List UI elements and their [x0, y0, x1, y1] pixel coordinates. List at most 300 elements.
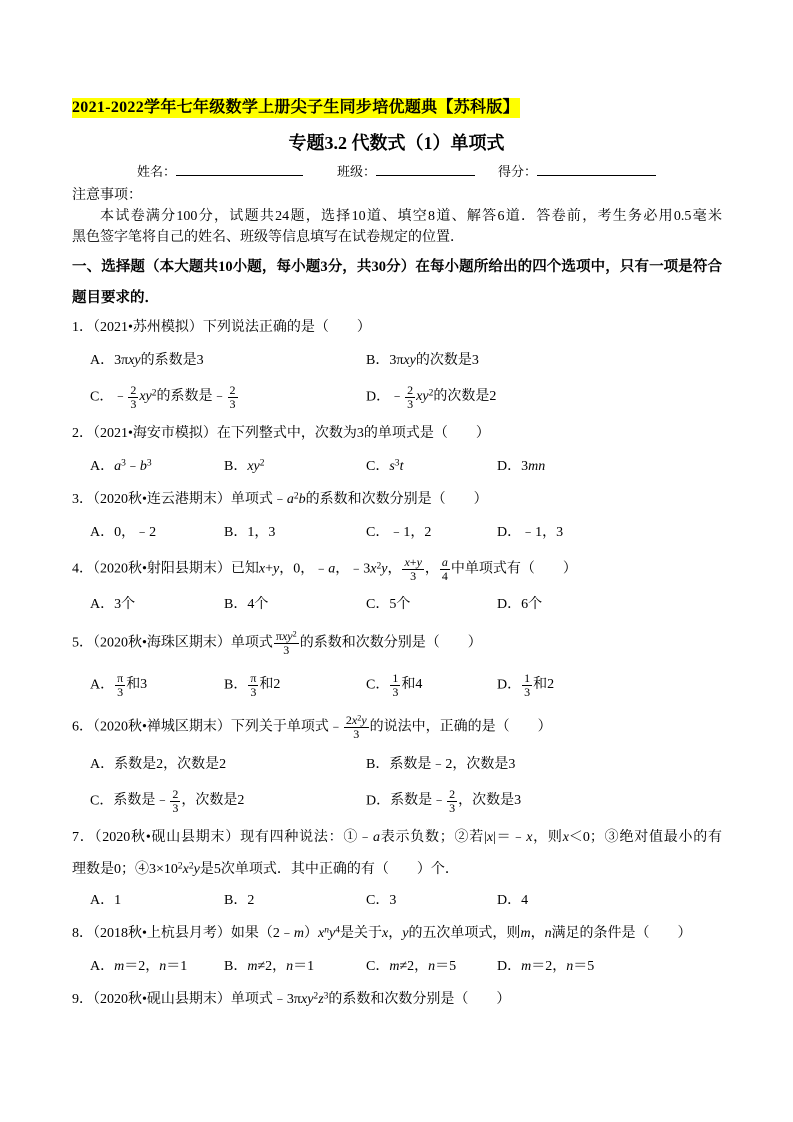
option-b — [224, 458, 366, 476]
option-b — [224, 596, 366, 614]
option-text — [114, 757, 226, 772]
option-b — [224, 892, 366, 910]
question-stem-line — [72, 425, 722, 443]
text-run: 理数是0；④3×10 — [72, 862, 178, 877]
text-run: ，﹣3 — [335, 561, 371, 577]
option-text — [114, 670, 148, 699]
math-variable: x — [318, 926, 325, 941]
text-run: ＝2， — [124, 959, 160, 974]
text-run: 和3 — [126, 677, 148, 693]
fraction — [128, 384, 138, 411]
options-row — [72, 517, 722, 549]
option-label: C． — [366, 959, 390, 974]
question-8 — [72, 917, 722, 983]
fraction — [228, 384, 238, 411]
fraction-numerator — [115, 672, 125, 685]
option-label: B． — [224, 893, 248, 908]
question-number: 9． — [72, 992, 93, 1007]
option-label: D． — [497, 459, 522, 474]
page-content — [72, 98, 722, 1017]
text-run: 4个 — [247, 597, 269, 612]
superscript: 2 — [292, 628, 297, 638]
fraction-numerator — [274, 630, 299, 643]
fraction-numerator — [228, 384, 238, 397]
fraction-denominator — [274, 643, 299, 657]
superscript: n — [324, 925, 330, 936]
text-run: 的系数是﹣ — [156, 389, 227, 405]
header-row — [72, 98, 722, 118]
option-text — [113, 786, 245, 815]
math-variable: x — [182, 862, 189, 877]
superscript: 2 — [188, 861, 194, 872]
option-label: B． — [366, 353, 390, 368]
text-run: 和2 — [259, 677, 281, 693]
question-number: 7． — [72, 830, 95, 845]
text-run: ﹣ — [113, 389, 128, 405]
text-run: 的系数和次数分别是（ ） — [305, 492, 488, 507]
text-run: 现有四种说法：①﹣ — [240, 830, 373, 845]
fraction-denominator — [128, 397, 138, 411]
text-run: 3 — [283, 642, 290, 657]
page-title: 专题3.2 代数式（1）单项式 — [288, 133, 505, 153]
question-stem-row — [72, 417, 722, 451]
text-run: ，0，﹣ — [279, 561, 329, 577]
math-variable: x — [351, 712, 358, 727]
text-run: 已知 — [230, 561, 259, 577]
math-variable: x — [404, 554, 410, 569]
fraction-numerator — [440, 556, 450, 569]
text-run: 的说法中，正确的是（ ） — [369, 719, 552, 735]
option-text — [247, 525, 275, 540]
question-stem-row — [72, 621, 722, 665]
text-run: 3 — [449, 800, 456, 815]
name-label: 姓名： — [136, 163, 176, 179]
fraction — [170, 788, 180, 815]
question-stem-row — [72, 917, 722, 951]
options-grid — [72, 892, 722, 910]
question-7 — [72, 821, 722, 917]
options-grid — [72, 352, 722, 370]
question-stem-line — [72, 714, 722, 741]
math-variable: x — [486, 830, 494, 845]
superscript: 2 — [177, 861, 183, 872]
question-source: （2020秋•禅城区期末） — [93, 719, 231, 735]
math-variable: x — [562, 830, 569, 845]
text-run: 3π — [114, 353, 129, 368]
math-variable: y — [329, 926, 336, 941]
option-label: D． — [497, 597, 522, 612]
option-d — [497, 524, 722, 542]
text-run: 3 — [130, 396, 137, 411]
text-run: π — [275, 628, 282, 643]
text-run: 如果（2﹣ — [230, 926, 294, 941]
option-text — [247, 670, 281, 699]
option-label: C． — [366, 525, 390, 540]
text-run: 和4 — [401, 677, 423, 693]
math-variable: a — [328, 561, 336, 577]
fraction-denominator — [402, 569, 423, 583]
question-number: 2． — [72, 426, 93, 441]
text-run: + — [265, 561, 274, 577]
math-variable: n — [566, 959, 574, 974]
question-stem-line — [72, 491, 722, 509]
option-label: B． — [224, 459, 248, 474]
math-variable: xy — [247, 459, 260, 474]
question-stem-line — [72, 925, 722, 943]
text-run: 5个 — [389, 597, 411, 612]
name-blank — [176, 162, 303, 176]
text-run: 3 — [250, 684, 257, 699]
question-stem-row — [72, 983, 722, 1017]
score-blank — [537, 162, 656, 176]
superscript: 3 — [323, 991, 329, 1002]
option-a — [90, 892, 224, 910]
text-run: ≠2， — [399, 959, 429, 974]
option-label: C． — [90, 389, 114, 405]
text-run: 3 — [521, 459, 529, 474]
math-variable: y — [361, 712, 367, 727]
text-run: 满足的条件是（ ） — [551, 926, 692, 941]
question-source: （2018秋•上杭县月考） — [93, 926, 231, 941]
text-run: 的系数是3 — [140, 353, 204, 368]
text-run: 3 — [353, 726, 360, 741]
fraction-denominator — [248, 685, 258, 699]
text-run: π — [250, 670, 257, 685]
name-field — [137, 161, 303, 180]
text-run: 6个 — [521, 597, 543, 612]
options-row — [72, 377, 722, 417]
question-stem-line — [72, 991, 722, 1009]
question-3 — [72, 483, 722, 549]
math-variable: n — [286, 959, 294, 974]
text-run: 的次数是2 — [433, 389, 497, 405]
math-variable: y — [416, 554, 422, 569]
section-heading-line: 题目要求的． — [72, 290, 159, 306]
question-2 — [72, 417, 722, 483]
question-source: （2020秋•海珠区期末） — [93, 635, 231, 651]
section-heading-line: 一、选择题（本大题共10小题，每小题3分，共30分）在每小题所给出的四个选项中，只有一项是符合 — [72, 258, 722, 275]
option-d — [366, 788, 722, 815]
math-variable: y — [193, 862, 200, 877]
option-text — [114, 459, 152, 474]
fraction-numerator — [344, 714, 369, 727]
option-text — [521, 459, 545, 474]
text-run: ＝1 — [293, 959, 315, 974]
option-label: A． — [90, 757, 115, 772]
option-text — [389, 459, 403, 474]
fraction-numerator — [405, 384, 415, 397]
text-run: 单项式﹣ — [230, 492, 287, 507]
question-stem-row — [72, 311, 722, 345]
math-variable: m — [520, 926, 531, 941]
option-text — [114, 959, 187, 974]
fraction-denominator — [170, 801, 180, 815]
text-run: 1 — [114, 893, 122, 908]
text-run: 1 — [392, 670, 399, 685]
fraction-denominator — [390, 685, 400, 699]
text-run: 的五次单项式，则 — [408, 926, 521, 941]
text-run: 3 — [407, 396, 414, 411]
text-run: ，则 — [532, 830, 563, 845]
question-source: （2021•苏州模拟） — [93, 320, 203, 335]
option-text — [114, 893, 121, 908]
fraction-numerator — [248, 672, 258, 685]
option-text — [247, 959, 314, 974]
text-run: ， — [530, 926, 545, 941]
option-c — [366, 672, 497, 699]
options-grid — [72, 958, 722, 976]
options-grid — [72, 458, 722, 476]
math-variable: a — [372, 830, 380, 845]
fraction-denominator — [228, 397, 238, 411]
text-run: 3 — [229, 396, 236, 411]
math-variable: x — [370, 561, 377, 577]
text-run: 中单项式有（ ） — [450, 561, 577, 577]
question-6 — [72, 705, 722, 821]
text-run: ＝1 — [166, 959, 188, 974]
option-a — [90, 596, 224, 614]
fraction — [115, 672, 125, 699]
option-label: B． — [224, 677, 248, 693]
option-label: B． — [224, 959, 248, 974]
math-variable: n — [428, 959, 436, 974]
superscript: 3 — [121, 458, 126, 469]
fraction-numerator — [402, 556, 423, 569]
text-run: ，次数是2 — [181, 793, 245, 809]
score-field — [498, 161, 656, 180]
option-label: D． — [497, 677, 522, 693]
text-run: + — [409, 554, 417, 569]
question-1 — [72, 311, 722, 417]
superscript: 2 — [151, 388, 157, 399]
superscript: 2 — [376, 560, 382, 571]
superscript: 3 — [146, 458, 152, 469]
option-label: A． — [90, 959, 115, 974]
question-stem-line — [72, 829, 722, 847]
option-label: A． — [90, 677, 115, 693]
option-a — [90, 958, 224, 976]
option-c — [366, 524, 497, 542]
question-number: 1． — [72, 320, 93, 335]
notice-heading: 注意事项： — [72, 188, 142, 203]
option-label: D． — [497, 525, 522, 540]
text-run: ﹣ — [125, 459, 140, 474]
math-variable: x — [526, 830, 533, 845]
math-variable: m — [389, 959, 400, 974]
option-text — [389, 893, 396, 908]
option-a — [90, 352, 366, 370]
text-run: 2 — [172, 786, 179, 801]
text-run: ， — [387, 561, 402, 577]
math-variable: m — [114, 959, 125, 974]
option-label: C． — [366, 893, 390, 908]
text-run: 3π — [389, 353, 404, 368]
option-text — [389, 597, 410, 612]
header-banner: 2021-2022学年七年级数学上册尖子生同步培优题典【苏科版】 — [72, 99, 519, 116]
fraction — [274, 630, 299, 657]
text-run: π — [117, 670, 124, 685]
option-text — [521, 670, 555, 699]
options-row — [72, 665, 722, 705]
math-variable: m — [293, 926, 305, 941]
superscript: 3 — [394, 458, 400, 469]
class-field — [337, 161, 475, 180]
math-variable: a — [114, 459, 122, 474]
option-c — [366, 892, 497, 910]
question-source: （2020秋•砚山县期末） — [93, 992, 231, 1007]
fraction-numerator — [170, 788, 180, 801]
question-stem-row — [72, 821, 722, 855]
math-variable: t — [399, 459, 404, 474]
option-label: B． — [366, 757, 390, 772]
options-row — [72, 589, 722, 621]
text-run: |＝﹣ — [493, 830, 527, 845]
options-row — [72, 781, 722, 821]
option-label: C． — [366, 677, 390, 693]
text-run: ﹣1，3 — [521, 525, 564, 540]
option-a — [90, 672, 224, 699]
student-info-row — [0, 154, 793, 186]
math-variable: x — [258, 561, 266, 577]
question-source: （2020秋•射阳县期末） — [93, 561, 231, 577]
option-text — [114, 597, 135, 612]
options-grid — [72, 524, 722, 542]
math-variable: m — [247, 959, 258, 974]
text-run: ， — [388, 926, 403, 941]
math-variable: z — [318, 992, 324, 1007]
fraction-numerator — [128, 384, 138, 397]
math-variable: mn — [528, 459, 546, 474]
text-run: 2 — [407, 382, 414, 397]
text-run: 1 — [524, 670, 531, 685]
fraction-denominator — [522, 685, 532, 699]
option-text — [247, 459, 264, 474]
math-variable: xy — [416, 389, 429, 405]
superscript: 2 — [357, 712, 362, 722]
options-row — [72, 885, 722, 917]
question-number: 4． — [72, 561, 93, 577]
superscript: 2 — [428, 388, 434, 399]
text-run: 3 — [172, 800, 179, 815]
options-grid — [72, 596, 722, 614]
notice-line: 本试卷满分100分，试题共24题，选择10道、填空8道、解答6道．答卷前，考生务必用0.5毫米 — [100, 209, 722, 224]
option-text — [389, 525, 431, 540]
option-text — [390, 786, 522, 815]
option-label: B． — [224, 525, 248, 540]
text-run: 下列说法正确的是（ ） — [202, 320, 371, 335]
option-d — [497, 958, 722, 976]
math-variable: xy — [128, 353, 141, 368]
option-b — [366, 756, 722, 774]
math-variable: m — [521, 959, 532, 974]
text-run: 单项式﹣3π — [230, 992, 301, 1007]
option-text — [389, 959, 456, 974]
option-d — [366, 384, 722, 411]
option-c — [90, 788, 366, 815]
option-text — [113, 382, 238, 411]
option-a — [90, 524, 224, 542]
fraction-numerator — [447, 788, 457, 801]
text-run: 的系数和次数分别是（ ） — [299, 635, 482, 651]
section-heading-row — [72, 282, 722, 311]
question-list — [72, 311, 722, 1017]
math-variable: xy — [281, 628, 293, 643]
question-number: 3． — [72, 492, 93, 507]
question-9 — [72, 983, 722, 1017]
math-variable: xy — [139, 389, 152, 405]
options-grid — [72, 384, 722, 411]
option-text — [114, 353, 204, 368]
option-text — [389, 353, 479, 368]
text-run: 4 — [441, 568, 448, 583]
question-source: （2021•海安市模拟） — [93, 426, 217, 441]
question-source: （2020秋•连云港期末） — [93, 492, 231, 507]
text-run: 0，﹣2 — [114, 525, 157, 540]
class-label: 班级： — [336, 163, 376, 179]
math-variable: x — [382, 926, 389, 941]
options-row — [72, 345, 722, 377]
option-d — [497, 596, 722, 614]
math-variable: xy — [300, 992, 314, 1007]
option-c — [366, 958, 497, 976]
question-stem-line — [72, 556, 722, 583]
options-grid — [72, 756, 722, 774]
option-text — [247, 893, 254, 908]
question-number: 5． — [72, 635, 93, 651]
math-variable: y — [381, 561, 388, 577]
question-5 — [72, 621, 722, 705]
superscript: 2 — [313, 991, 319, 1002]
text-run: ＝5 — [573, 959, 595, 974]
option-label: D． — [497, 893, 522, 908]
question-stem-line — [72, 861, 722, 879]
math-variable: xy — [403, 353, 416, 368]
text-run: 表示负数；②若| — [379, 830, 487, 845]
option-label: D． — [497, 959, 522, 974]
math-variable: b — [298, 492, 306, 507]
text-run: 是关于 — [340, 926, 382, 941]
text-run: 3 — [389, 893, 397, 908]
superscript: 4 — [335, 925, 340, 936]
fraction-numerator — [390, 672, 400, 685]
options-row — [72, 451, 722, 483]
option-label: A． — [90, 597, 115, 612]
option-text — [114, 525, 156, 540]
text-run: 2 — [345, 712, 352, 727]
fraction — [248, 672, 258, 699]
option-label: A． — [90, 459, 115, 474]
option-a — [90, 756, 366, 774]
option-text — [521, 893, 528, 908]
fraction-denominator — [344, 727, 369, 741]
text-run: ， — [424, 561, 439, 577]
text-run: 4 — [521, 893, 529, 908]
text-run: 2 — [449, 786, 456, 801]
options-row — [72, 749, 722, 781]
text-run: 2 — [229, 382, 236, 397]
text-run: 下列关于单项式﹣ — [230, 719, 343, 735]
option-text — [247, 597, 268, 612]
option-a — [90, 458, 224, 476]
math-variable: a — [286, 492, 294, 507]
superscript: 2 — [293, 491, 299, 502]
fraction — [440, 556, 450, 583]
fraction-numerator — [522, 672, 532, 685]
option-label: C． — [366, 459, 390, 474]
options-row — [72, 951, 722, 983]
question-stem-row — [72, 705, 722, 749]
text-run: ＝2， — [531, 959, 567, 974]
